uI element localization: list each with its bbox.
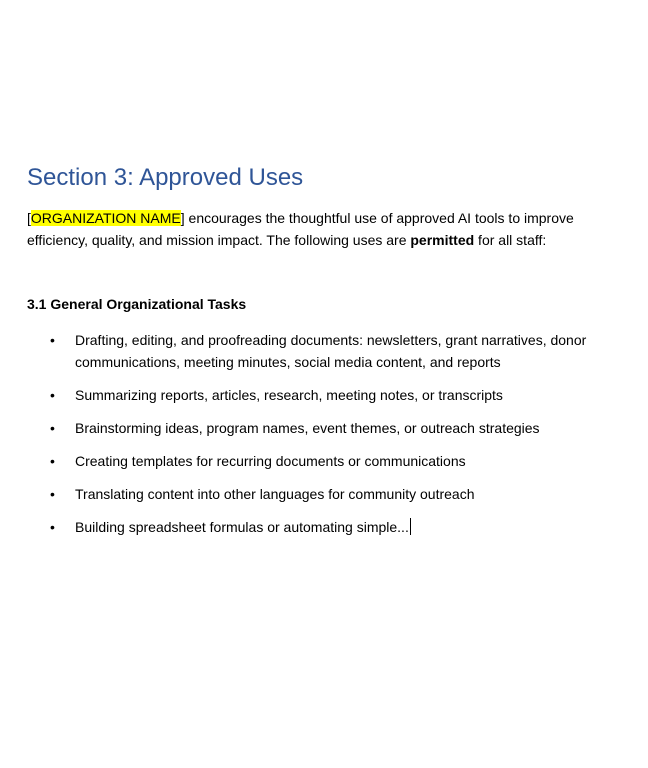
list-item-text: Building spreadsheet formulas or automating simple... [75, 519, 409, 535]
organization-name-placeholder: ORGANIZATION NAME [30, 210, 181, 226]
list-item-text: Translating content into other languages for community outreach [75, 486, 475, 502]
bullet-icon: • [50, 519, 55, 535]
list-item [0, 483, 648, 505]
bullet-icon: • [50, 420, 55, 436]
section-heading: Section 3: Approved Uses [27, 164, 304, 191]
bullet-icon: • [50, 332, 55, 348]
list-item [0, 516, 648, 538]
bullet-icon: • [50, 387, 55, 403]
list-item [0, 329, 648, 373]
open-bracket: [ [27, 210, 31, 226]
list-item-text: Summarizing reports, articles, research, meeting notes, or transcripts [75, 387, 503, 403]
intro-paragraph [27, 207, 627, 251]
list-item [0, 417, 648, 439]
permitted-emphasis: permitted [410, 232, 475, 248]
intro-text: ] encourages the thoughtful use of approved AI tools to improve efficiency, quality, and mission impact. The following uses are [27, 210, 574, 248]
list-item [0, 450, 648, 472]
list-item-text: Drafting, editing, and proofreading documents: newsletters, grant narratives, donor communications, meeting minutes, social media content, and reports [75, 332, 587, 370]
intro-tail: for all staff: [474, 232, 547, 248]
subsection-heading: 3.1 General Organizational Tasks [27, 296, 247, 312]
list-item-text: Brainstorming ideas, program names, event themes, or outreach strategies [75, 420, 540, 436]
list-item-text: Creating templates for recurring documents or communications [75, 453, 466, 469]
uses-list [0, 329, 648, 549]
list-item [0, 384, 648, 406]
bullet-icon: • [50, 453, 55, 469]
text-cursor [410, 518, 411, 535]
bullet-icon: • [50, 486, 55, 502]
